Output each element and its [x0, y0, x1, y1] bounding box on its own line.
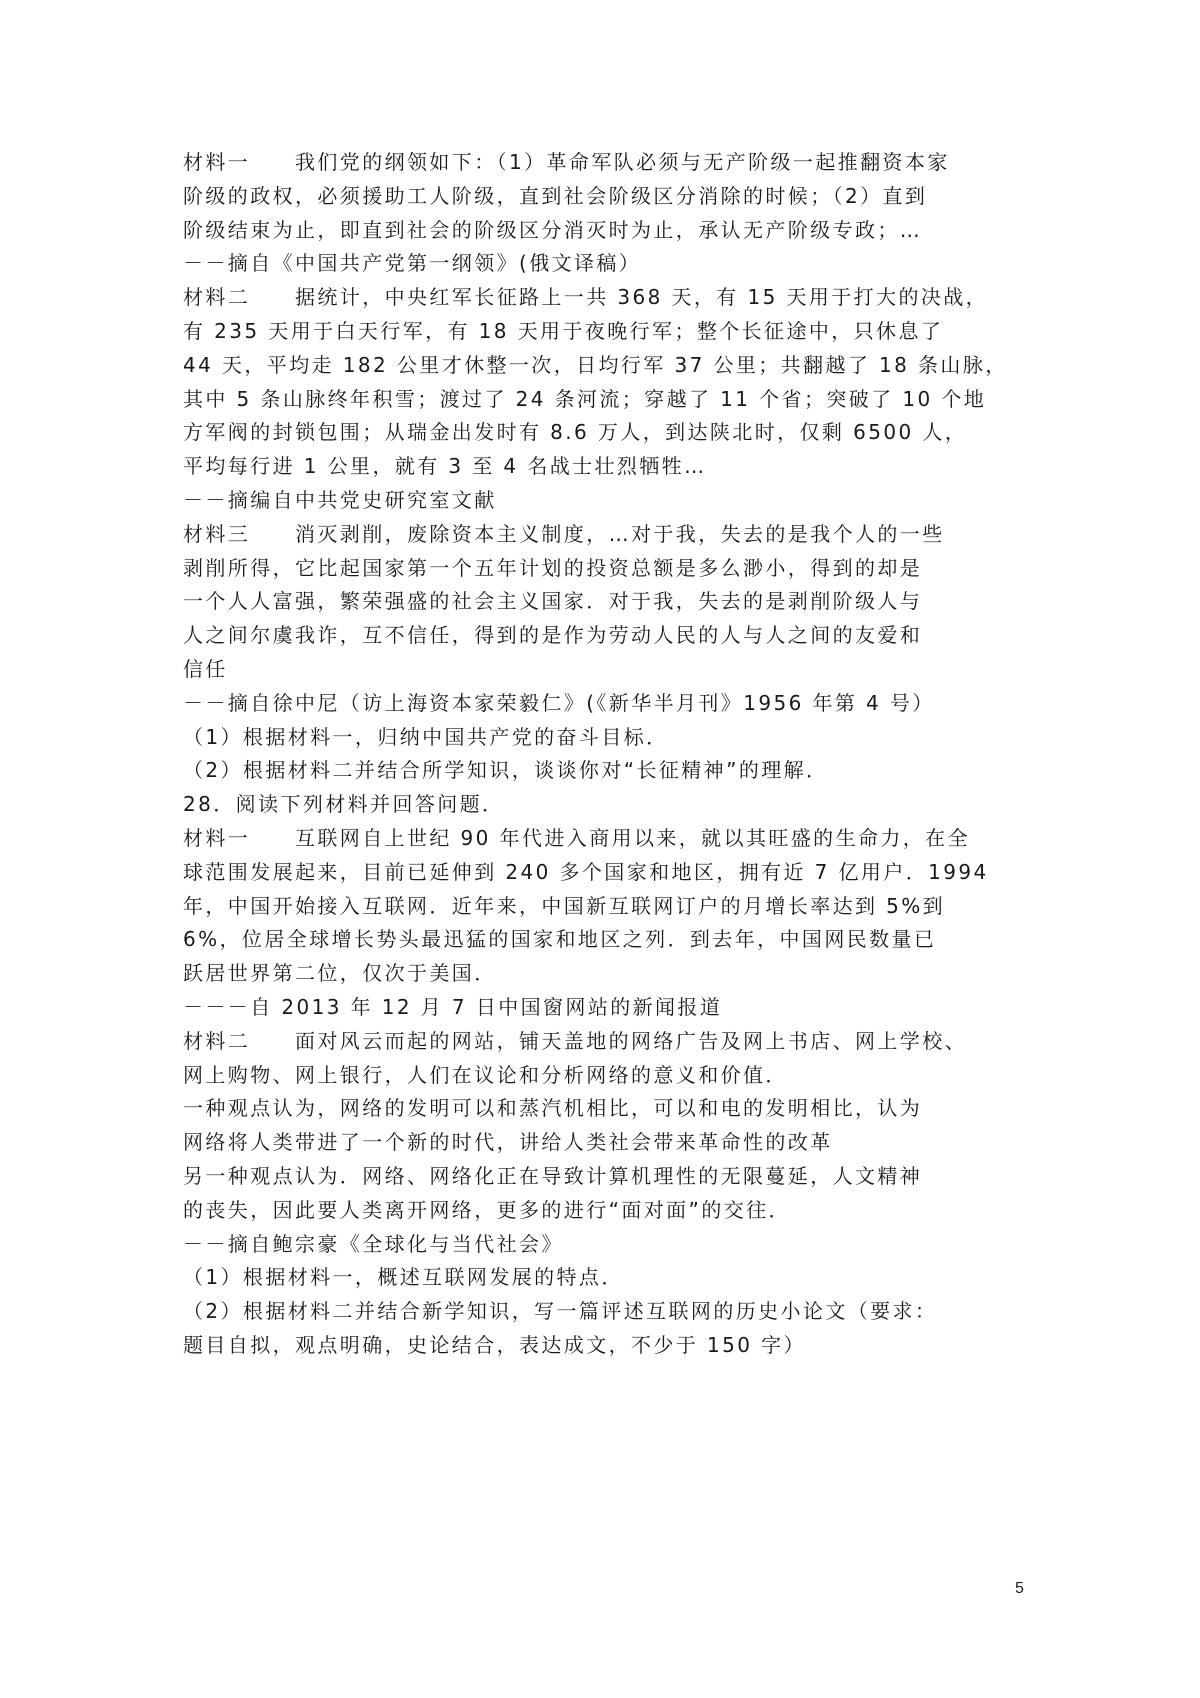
question-line: （2）根据材料二并结合所学知识，谈谈你对“长征精神”的理解．	[183, 758, 829, 783]
text-line: 有 235 天用于白天行军，有 18 天用于夜晚行军；整个长征途中，只休息了	[183, 318, 944, 343]
text-line: 网络将人类带进了一个新的时代，讲给人类社会带来革命性的改革	[183, 1130, 833, 1155]
text-line: 信任	[183, 656, 228, 681]
text-line: 材料二 据统计，中央红军长征路上一共 368 天，有 15 天用于打大的决战，	[183, 285, 989, 310]
text-line: 人之间尔虞我诈，互不信任，得到的是作为劳动人民的人与人之间的友爱和	[183, 623, 923, 648]
document-body	[183, 146, 1033, 1363]
text-line: 6%，位居全球增长势头最迅猛的国家和地区之列．到去年，中国网民数量已	[183, 927, 937, 952]
question-line: （1）根据材料一，归纳中国共产党的奋斗目标．	[183, 724, 669, 749]
text-line: 平均每行进 1 公里，就有 3 至 4 名战士壮烈牺牲…	[183, 454, 707, 479]
page-number: 5	[1015, 1580, 1024, 1597]
question-line: （2）根据材料二并结合新学知识，写一篇评述互联网的历史小论文（要求：	[183, 1299, 938, 1324]
text-line: 一个人人富强，繁荣强盛的社会主义国家．对于我，失去的是剥削阶级人与	[183, 589, 923, 614]
source-citation: －－摘自《中国共产党第一纲领》(俄文译稿）	[183, 251, 642, 276]
text-line: 的丧失，因此要人类离开网络，更多的进行“面对面”的交往．	[183, 1197, 791, 1222]
text-line: 一种观点认为，网络的发明可以和蒸汽机相比，可以和电的发明相比，认为	[183, 1096, 923, 1121]
text-line: 材料二 面对风云而起的网站，铺天盖地的网络广告及网上书店、网上学校、	[183, 1028, 967, 1053]
text-line: 网上购物、网上银行，人们在议论和分析网络的意义和价值．	[183, 1062, 788, 1087]
question-heading: 28．阅读下列材料并回答问题．	[183, 792, 505, 817]
question-line: 题目自拟，观点明确，史论结合，表达成文，不少于 150 字）	[183, 1332, 806, 1357]
text-line: 剥削所得，它比起国家第一个五年计划的投资总额是多么渺小，得到的却是	[183, 555, 923, 580]
text-line: 材料一 我们党的纲领如下：（1）革命军队必须与无产阶级一起推翻资本家	[183, 150, 950, 174]
text-line: 阶级结束为止，即直到社会的阶级区分消灭时为止，承认无产阶级专政；…	[183, 217, 923, 242]
text-line: 44 天，平均走 182 公里才休整一次，日均行军 37 公里；共翻越了 18 条山脉，	[183, 352, 1008, 377]
text-line: 其中 5 条山脉终年积雪；渡过了 24 条河流；穿越了 11 个省；突破了 10 个地	[183, 386, 987, 411]
text-line: 阶级的政权，必须援助工人阶级，直到社会阶级区分消除的时候；（2）直到	[183, 183, 928, 208]
source-citation: －－摘自徐中尼（访上海资本家荣毅仁》(《新华半月刊》1956 年第 4 号）	[183, 690, 935, 715]
question-line: （1）根据材料一，概述互联网发展的特点．	[183, 1265, 624, 1290]
text-line: 材料一 互联网自上世纪 90 年代进入商用以来，就以其旺盛的生命力，在全	[183, 825, 970, 850]
text-line: 材料三 消灭剥削，废除资本主义制度，…对于我，失去的是我个人的一些	[183, 521, 945, 546]
source-citation: －－摘编自中共党史研究室文献	[183, 487, 497, 512]
source-citation: －－－自 2013 年 12 月 7 日中国窗网站的新闻报道	[183, 994, 723, 1019]
source-citation: －－摘自鲍宗豪《全球化与当代社会》	[183, 1231, 564, 1256]
text-line: 跃居世界第二位，仅次于美国．	[183, 961, 497, 986]
text-line: 方军阀的封锁包围；从瑞金出发时有 8.6 万人，到达陕北时，仅剩 6500 人，	[183, 420, 968, 445]
text-line: 年，中国开始接入互联网．近年来，中国新互联网订户的月增长率达到 5%到	[183, 893, 946, 918]
text-line: 球范围发展起来，目前已延伸到 240 多个国家和地区，拥有近 7 亿用户．1994	[183, 859, 989, 884]
text-line: 另一种观点认为．网络、网络化正在导致计算机理性的无限蔓延，人文精神	[183, 1163, 923, 1188]
